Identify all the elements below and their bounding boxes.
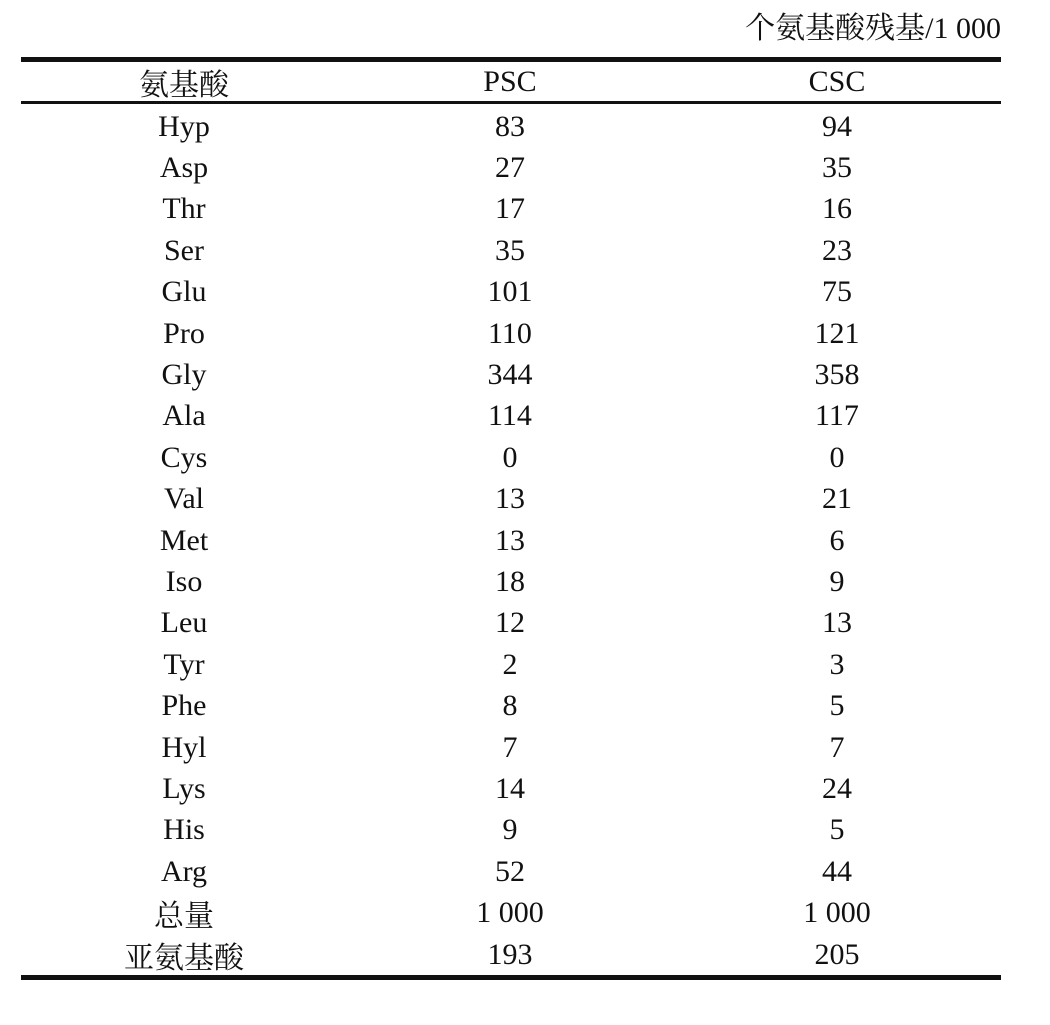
amino-acid-cell: Gly xyxy=(161,358,207,392)
psc-value-cell: 2 xyxy=(502,647,518,681)
table-row xyxy=(21,685,1001,726)
csc-value-cell: 117 xyxy=(815,399,859,433)
amino-acid-cell: Met xyxy=(159,523,209,557)
amino-acid-cell: Tyr xyxy=(163,647,205,681)
psc-value-cell: 14 xyxy=(495,771,525,805)
table-row xyxy=(21,437,1001,478)
table-row xyxy=(21,727,1001,768)
csc-value-cell: 205 xyxy=(814,937,860,971)
psc-value-cell: 0 xyxy=(502,440,518,474)
csc-value-cell: 1 000 xyxy=(803,896,871,930)
table-row xyxy=(21,272,1001,313)
header-amino-acid: 氨基酸 xyxy=(139,68,229,102)
amino-acid-cell: Phe xyxy=(161,689,207,723)
amino-acid-cell: Iso xyxy=(165,564,203,598)
csc-value-cell: 23 xyxy=(822,233,852,267)
table-body xyxy=(21,104,1001,975)
csc-value-cell: 75 xyxy=(822,275,852,309)
csc-value-cell: 5 xyxy=(829,813,845,847)
table-header-row xyxy=(21,62,1001,101)
table-row xyxy=(21,768,1001,809)
table-row xyxy=(21,892,1001,933)
psc-value-cell: 114 xyxy=(488,399,532,433)
unit-note: 个氨基酸残基/1 000 xyxy=(745,12,1001,45)
amino-acid-cell: Hyl xyxy=(161,730,207,764)
psc-value-cell: 344 xyxy=(487,358,533,392)
psc-value-cell: 9 xyxy=(502,813,518,847)
amino-acid-cell: Thr xyxy=(162,192,206,226)
table-row xyxy=(21,644,1001,685)
csc-value-cell: 13 xyxy=(822,606,852,640)
table-row xyxy=(21,106,1001,147)
amino-acid-cell: Arg xyxy=(160,854,208,888)
csc-value-cell: 0 xyxy=(829,440,845,474)
amino-acid-cell: Ala xyxy=(162,399,206,433)
csc-value-cell: 44 xyxy=(822,854,852,888)
psc-value-cell: 12 xyxy=(495,606,525,640)
amino-acid-cell: His xyxy=(163,813,205,847)
csc-value-cell: 9 xyxy=(829,564,845,598)
csc-value-cell: 35 xyxy=(822,151,852,185)
header-psc: PSC xyxy=(483,64,537,98)
csc-value-cell: 6 xyxy=(829,523,845,557)
amino-acid-cell: Lys xyxy=(162,771,206,805)
table-row xyxy=(21,396,1001,437)
table-row xyxy=(21,520,1001,561)
amino-acid-cell: Pro xyxy=(163,316,205,350)
psc-value-cell: 27 xyxy=(495,151,525,185)
amino-acid-cell: 总量 xyxy=(154,900,214,934)
amino-acid-cell: Cys xyxy=(160,440,208,474)
csc-value-cell: 3 xyxy=(829,647,845,681)
psc-value-cell: 13 xyxy=(495,482,525,516)
amino-acid-cell: Glu xyxy=(161,275,207,309)
amino-acid-cell: Val xyxy=(164,482,204,516)
csc-value-cell: 121 xyxy=(814,316,860,350)
amino-acid-cell: 亚氨基酸 xyxy=(124,941,244,975)
psc-value-cell: 101 xyxy=(487,275,533,309)
amino-acid-table xyxy=(21,57,1001,980)
psc-value-cell: 8 xyxy=(502,689,518,723)
psc-value-cell: 193 xyxy=(487,937,533,971)
psc-value-cell: 35 xyxy=(495,233,525,267)
csc-value-cell: 7 xyxy=(829,730,845,764)
psc-value-cell: 17 xyxy=(495,192,525,226)
psc-value-cell: 52 xyxy=(495,854,525,888)
csc-value-cell: 16 xyxy=(822,192,852,226)
header-csc: CSC xyxy=(808,64,866,98)
csc-value-cell: 94 xyxy=(822,109,852,143)
psc-value-cell: 7 xyxy=(502,730,518,764)
table-row xyxy=(21,934,1001,975)
psc-value-cell: 110 xyxy=(488,316,532,350)
table-row xyxy=(21,810,1001,851)
table-row xyxy=(21,313,1001,354)
psc-value-cell: 1 000 xyxy=(476,896,544,930)
amino-acid-cell: Leu xyxy=(160,606,208,640)
amino-acid-cell: Asp xyxy=(159,151,209,185)
table-row xyxy=(21,354,1001,395)
csc-value-cell: 5 xyxy=(829,689,845,723)
table-row xyxy=(21,230,1001,271)
table-row xyxy=(21,189,1001,230)
csc-value-cell: 24 xyxy=(822,771,852,805)
table-row xyxy=(21,851,1001,892)
table-row xyxy=(21,479,1001,520)
table-row xyxy=(21,603,1001,644)
csc-value-cell: 21 xyxy=(822,482,852,516)
amino-acid-cell: Ser xyxy=(164,233,204,267)
amino-acid-cell: Hyp xyxy=(158,109,210,143)
psc-value-cell: 13 xyxy=(495,523,525,557)
psc-value-cell: 18 xyxy=(495,564,525,598)
table-row xyxy=(21,147,1001,188)
csc-value-cell: 358 xyxy=(814,358,860,392)
table-row xyxy=(21,561,1001,602)
psc-value-cell: 83 xyxy=(495,109,525,143)
